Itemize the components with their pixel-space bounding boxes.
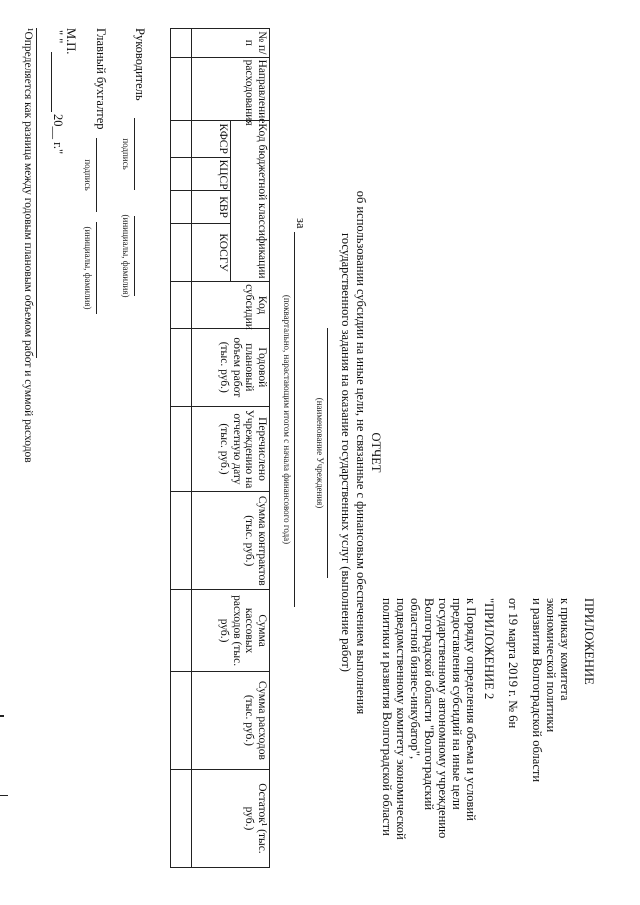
col-num: № п/п bbox=[192, 29, 270, 58]
date-month-line bbox=[51, 52, 52, 112]
col-subsidy-code: Код субсидии bbox=[192, 282, 270, 329]
director-name-caption: (инициалы, фамилия) bbox=[121, 214, 131, 298]
date-open-quote: " " bbox=[51, 30, 65, 44]
appendix-title: ПРИЛОЖЕНИЕ bbox=[582, 598, 596, 685]
col-direction: Направление расходования bbox=[192, 57, 270, 120]
report-subtitle-1: об использовании субсидии на иные цели, не связанные с финансовым обеспечением выполнения bbox=[354, 190, 368, 715]
col-remainder: Остаток¹ (тыс. руб.) bbox=[192, 769, 270, 867]
footnote: ¹Определяется как разница между годовым плановым объемом работ и суммой расходов bbox=[22, 28, 34, 463]
stamp-label: М.П. bbox=[64, 28, 78, 55]
director-signature-caption: подпись bbox=[121, 138, 131, 170]
table-row bbox=[171, 29, 192, 868]
report-table bbox=[170, 28, 270, 868]
order-date: от 19 марта 2019 г. № 6н bbox=[506, 598, 520, 729]
col-kosgu: КОСГУ bbox=[192, 223, 231, 281]
col-kvr: КВР bbox=[192, 191, 231, 224]
director-signature-line bbox=[134, 118, 135, 190]
accountant-signature-line bbox=[96, 138, 97, 212]
accountant-label: Главный бухгалтер bbox=[94, 28, 108, 130]
scan-mark bbox=[0, 795, 8, 796]
institution-caption: (наименование Учреждения) bbox=[315, 397, 325, 509]
report-subtitle-2: государственного задания на оказание государственных услуг (выполнение работ) bbox=[339, 233, 353, 672]
col-transferred: Перечислено Учреждению на отчетную дату (тыс. руб.) bbox=[192, 406, 270, 492]
period-caption: (поквартально, нарастающим итогом с начала финансового года) bbox=[282, 294, 292, 545]
scan-mark bbox=[0, 715, 4, 717]
period-prefix: за bbox=[294, 218, 308, 229]
col-budget-class: Код бюджетной классификации bbox=[231, 120, 270, 281]
col-kfsr: КФСР bbox=[192, 120, 231, 157]
col-contracts: Сумма контрактов (тыс. руб.) bbox=[192, 492, 270, 590]
accountant-name-line bbox=[96, 222, 97, 314]
accountant-signature-caption: подпись bbox=[83, 159, 93, 191]
period-line bbox=[294, 232, 295, 607]
appendix-lines: к приказу комитета экономической политики и развития Волгоградской области bbox=[530, 598, 572, 783]
director-label: Руководитель bbox=[133, 28, 147, 101]
appendix2-lines: к Порядку определения объема и условий предоставления субсидий на иные цели государственному автономному учреждению Волгоградской области "Волгоградский областной бизнес-инкубатор", подведомственному комитету экономической политики и развития Волгоградской области bbox=[380, 598, 478, 840]
col-annual-volume: Годовой плановый объем работ (тыс. руб.) bbox=[192, 329, 270, 407]
footnote-separator bbox=[36, 28, 37, 358]
institution-line bbox=[327, 328, 328, 578]
report-title: ОТЧЕТ bbox=[369, 432, 383, 473]
appendix2-title: "ПРИЛОЖЕНИЕ 2 bbox=[482, 598, 496, 700]
director-name-line bbox=[134, 216, 135, 296]
col-expenses: Сумма расходов (тыс. руб.) bbox=[192, 671, 270, 769]
col-kcsr: КЦСР bbox=[192, 157, 231, 191]
accountant-name-caption: (инициалы, фамилия) bbox=[83, 226, 93, 310]
col-cash-expenses: Сумма кассовых расходов (тыс. руб.) bbox=[192, 590, 270, 672]
date-year: 20__ г." bbox=[51, 114, 65, 155]
